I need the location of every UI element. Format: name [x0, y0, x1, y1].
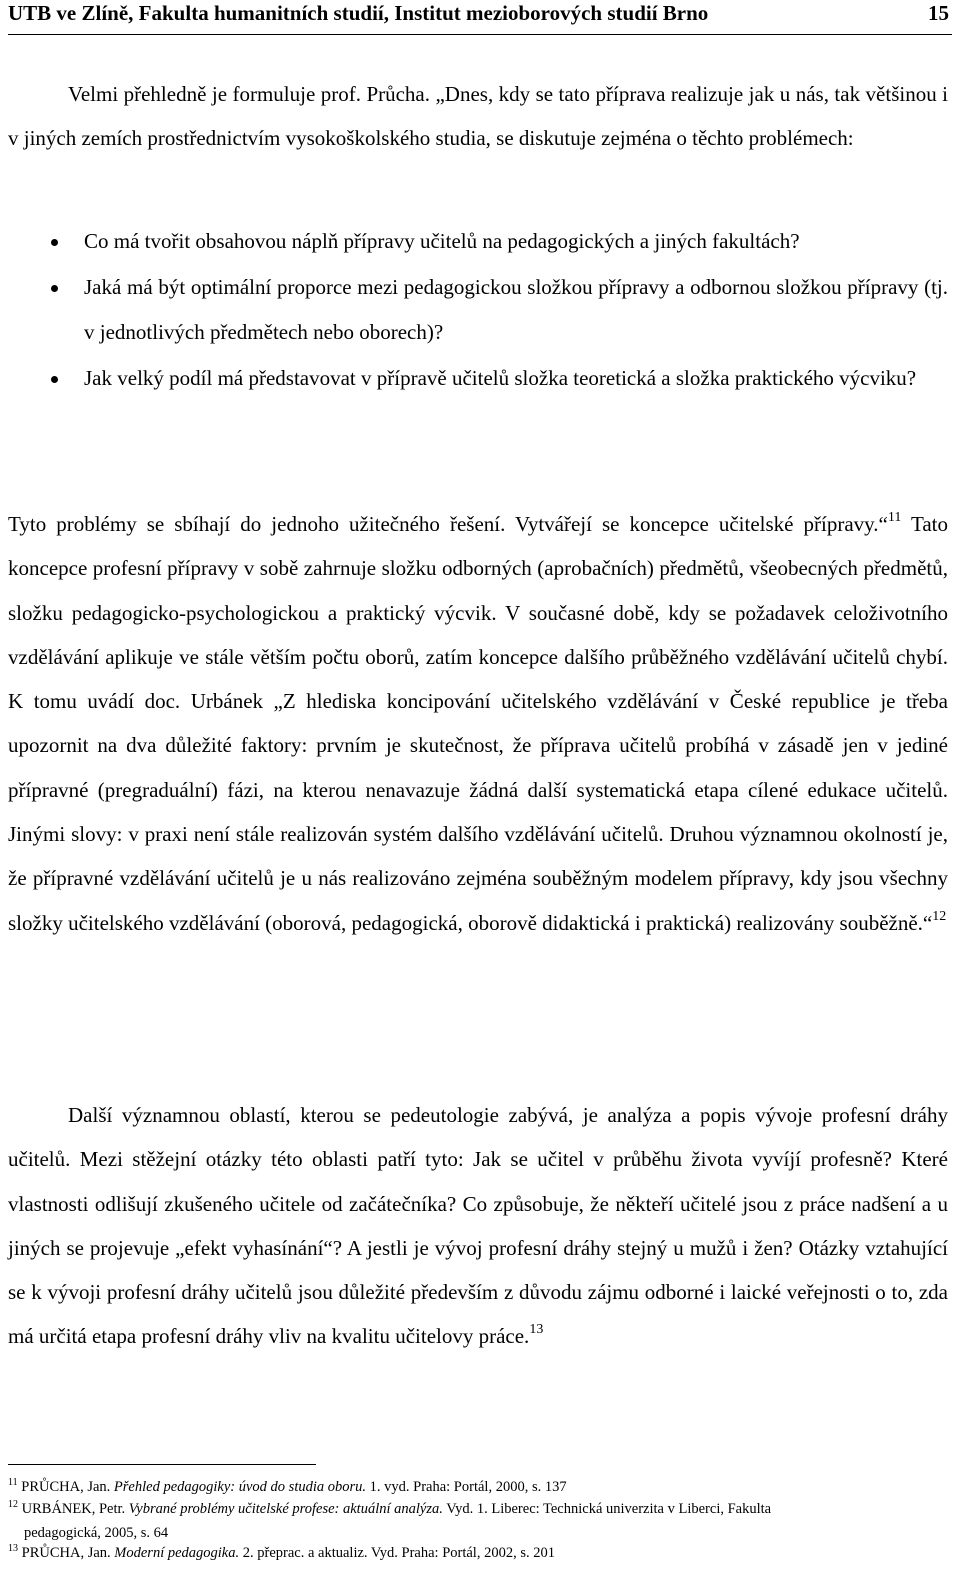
list-item [8, 219, 948, 264]
header-title: UTB ve Zlíně, Fakulta humanitních studií, Institut mezioborových studií Brno [8, 1, 709, 25]
footnote-title: Moderní pedagogika. [114, 1545, 240, 1561]
footnote-author: PRŮCHA, Jan. [21, 1545, 115, 1561]
paragraph-intro [8, 72, 948, 161]
footnote-ref-12: 12 [932, 908, 947, 924]
footnote-author: PRŮCHA, Jan. [21, 1479, 114, 1495]
list-item-text: Co má tvořit obsahovou náplň přípravy učitelů na pedagogických a jiných fakultách? [84, 229, 800, 253]
list-item [8, 265, 948, 355]
footnote-13 [8, 1542, 938, 1566]
bullet-icon [51, 239, 58, 246]
footnote-title: Vybrané problémy učitelské profese: aktuální analýza. [128, 1501, 443, 1517]
question-list [8, 219, 948, 402]
footnote-ref-13: 13 [529, 1322, 544, 1338]
page-header [8, 0, 952, 35]
footnote-11 [8, 1476, 938, 1500]
page-number: 15 [928, 1, 949, 25]
list-item-text: Jaká má být optimální proporce mezi pedagogickou složkou přípravy a odbornou složkou přípravy (tj. v jednotlivých předmětech nebo oborech)? [84, 275, 948, 344]
footnote-12 [8, 1498, 938, 1544]
list-item [8, 356, 948, 401]
footnote-details: Vyd. 1. Liberec: Technická univerzita v Liberci, Fakulta [442, 1501, 772, 1517]
bullet-icon [51, 285, 58, 292]
footnote-details: 2. přeprac. a aktualiz. Vyd. Praha: Portál, 2002, s. 201 [239, 1545, 555, 1561]
footnote-continuation: pedagogická, 2005, s. 64 [24, 1525, 169, 1541]
paragraph-intro-text: Velmi přehledně je formuluje prof. Průcha. „Dnes, kdy se tato příprava realizuje jak u nás, tak většinou i v jiných zemích prostřednictvím vysokoškolského studia, se diskutuje zejména o těchto problémech: [8, 82, 948, 151]
paragraph-career [8, 1093, 948, 1359]
footnote-number: 13 [8, 1543, 18, 1554]
footnote-title: Přehled pedagogiky: úvod do studia oboru. [113, 1479, 367, 1495]
footnote-number: 11 [8, 1477, 18, 1488]
footnote-details: 1. vyd. Praha: Portál, 2000, s. 137 [366, 1479, 567, 1495]
footnote-separator [8, 1464, 316, 1465]
footnote-author: URBÁNEK, Petr. [21, 1501, 129, 1517]
footnote-ref-11: 11 [887, 510, 902, 525]
paragraph-career-text: Další významnou oblastí, kterou se pedeutologie zabývá, je analýza a popis vývoje profesní dráhy učitelů. Mezi stěžejní otázky této oblasti patří tyto: Jak se učitel v průběhu života vyvíjí profesně? Které vlastnosti odlišují zkušeného učitele od začátečníka? Co způsobuje, že někteří učitelé jsou z práce nadšení a u jiných se projevuje „efekt vyhasínání“? A jestli je vývoj profesní dráhy stejný u mužů i žen? Otázky vztahující se k vývoji profesní dráhy učitelů jsou důležité především z důvodu zájmu odborné i laické veřejnosti o to, zda má určitá etapa profesní dráhy vliv na kvalitu učitelovy práce. [8, 1103, 948, 1349]
list-item-text: Jak velký podíl má představovat v přípravě učitelů složka teoretická a složka praktického výcviku? [84, 366, 917, 390]
paragraph-concepts-part1: Tyto problémy se sbíhají do jednoho užitečného řešení. Vytvářejí se koncepce učitelské přípravy.“ [8, 512, 888, 536]
paragraph-concepts [8, 502, 948, 945]
footnote-number: 12 [8, 1499, 18, 1510]
bullet-icon [51, 376, 58, 383]
paragraph-concepts-part2: Tato koncepce profesní přípravy v sobě zahrnuje složku odborných (aprobačních) předmětů, všeobecných předmětů, složku pedagogicko-psychologickou a praktický výcvik. V současné době, kdy se požadavek celoživotního vzdělávání aplikuje ve stále větším počtu oborů, zatím koncepce dalšího průběžného vzdělávání učitelů chybí. K tomu uvádí doc. Urbánek „Z hlediska koncipování učitelského vzdělávání v České republice je třeba upozornit na dva důležité faktory: prvním je skutečnost, že příprava učitelů probíhá v zásadě jen v jediné přípravné (pregraduální) fázi, na kterou nenavazuje žádná další systematická etapa cílené edukace učitelů. Jinými slovy: v praxi není stále realizován systém dalšího vzdělávání učitelů. Druhou významnou okolností je, že přípravné vzdělávání učitelů je u nás realizováno zejména souběžným modelem přípravy, kdy jsou všechny složky učitelského vzdělávání (oborová, pedagogická, oborově didaktická i praktická) realizovány souběžně.“ [8, 512, 949, 935]
